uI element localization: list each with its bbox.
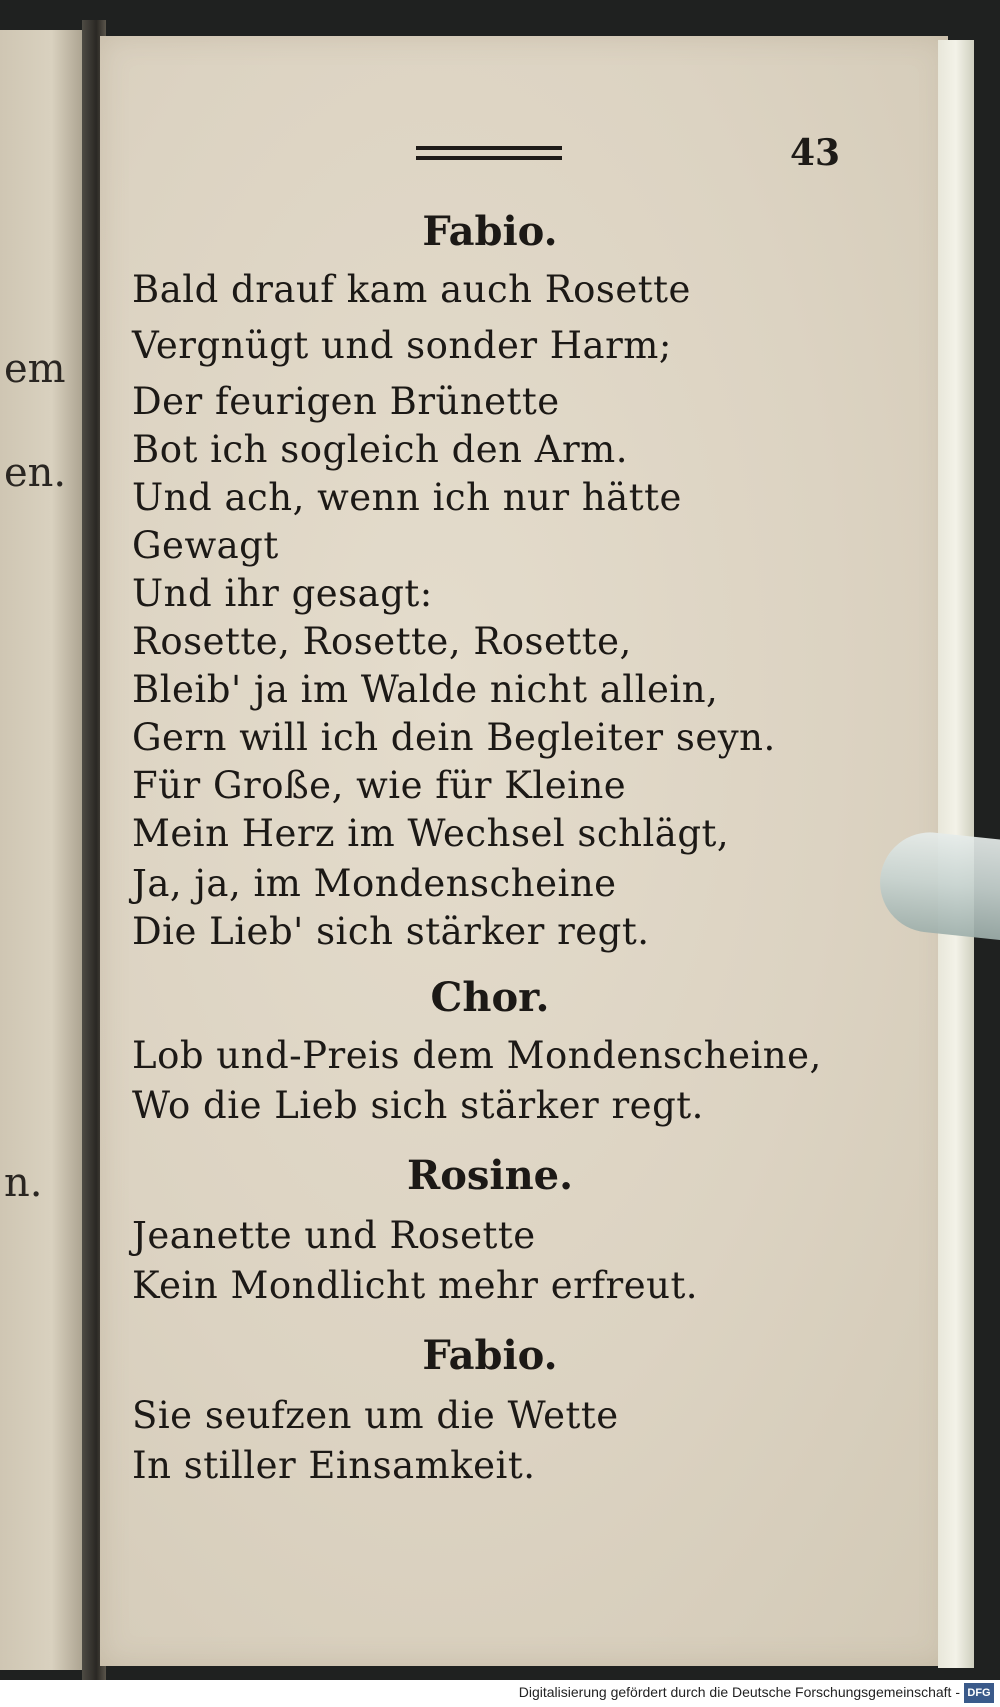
verse-line: Kein Mondlicht mehr erfreut. xyxy=(132,1264,699,1307)
verse-line: Sie seufzen um die Wette xyxy=(132,1394,619,1437)
verse-line: Lob und-Preis dem Mondenscheine, xyxy=(132,1034,822,1077)
header-rule xyxy=(416,156,562,160)
verse-line: Für Große, wie für Kleine xyxy=(132,764,627,807)
speaker-heading: Fabio. xyxy=(422,208,558,255)
verse-line: Wo die Lieb sich stärker regt. xyxy=(132,1084,704,1127)
verse-line: Gewagt xyxy=(132,524,279,567)
verse-line: Mein Herz im Wechsel schlägt, xyxy=(132,812,730,855)
header-rule xyxy=(416,146,562,150)
verse-line: Der feurigen Brünette xyxy=(132,380,560,423)
verse-line: Gern will ich dein Begleiter seyn. xyxy=(132,716,776,759)
verse-line: Bald drauf kam auch Rosette xyxy=(132,268,691,311)
verse-line: Und ihr gesagt: xyxy=(132,572,433,615)
verse-line: Rosette, Rosette, Rosette, xyxy=(132,620,632,663)
verse-line: Bot ich sogleich den Arm. xyxy=(132,428,628,471)
verse-line: Die Lieb' sich stärker regt. xyxy=(132,910,650,953)
verse-line: In stiller Einsamkeit. xyxy=(132,1444,536,1487)
verse-line: Bleib' ja im Walde nicht allein, xyxy=(132,668,719,711)
dfg-logo: DFG xyxy=(964,1683,994,1703)
left-page-fragment: em xyxy=(4,346,66,392)
speaker-heading: Fabio. xyxy=(422,1332,558,1379)
left-page-fragment: en. xyxy=(4,450,67,496)
left-page-fragment: n. xyxy=(4,1160,43,1206)
verse-line: Und ach, wenn ich nur hätte xyxy=(132,476,682,519)
speaker-heading: Chor. xyxy=(430,974,550,1021)
left-page-edge xyxy=(0,30,86,1670)
page-number: 43 xyxy=(790,132,841,174)
verse-line: Ja, ja, im Mondenscheine xyxy=(132,862,617,905)
speaker-heading: Rosine. xyxy=(406,1152,574,1199)
verse-line: Vergnügt und sonder Harm; xyxy=(132,324,672,367)
digitization-footer xyxy=(0,1680,1000,1707)
verse-line: Jeanette und Rosette xyxy=(132,1214,536,1257)
footer-credit: Digitalisierung gefördert durch die Deutsche Forschungsgemeinschaft - xyxy=(518,1684,960,1700)
